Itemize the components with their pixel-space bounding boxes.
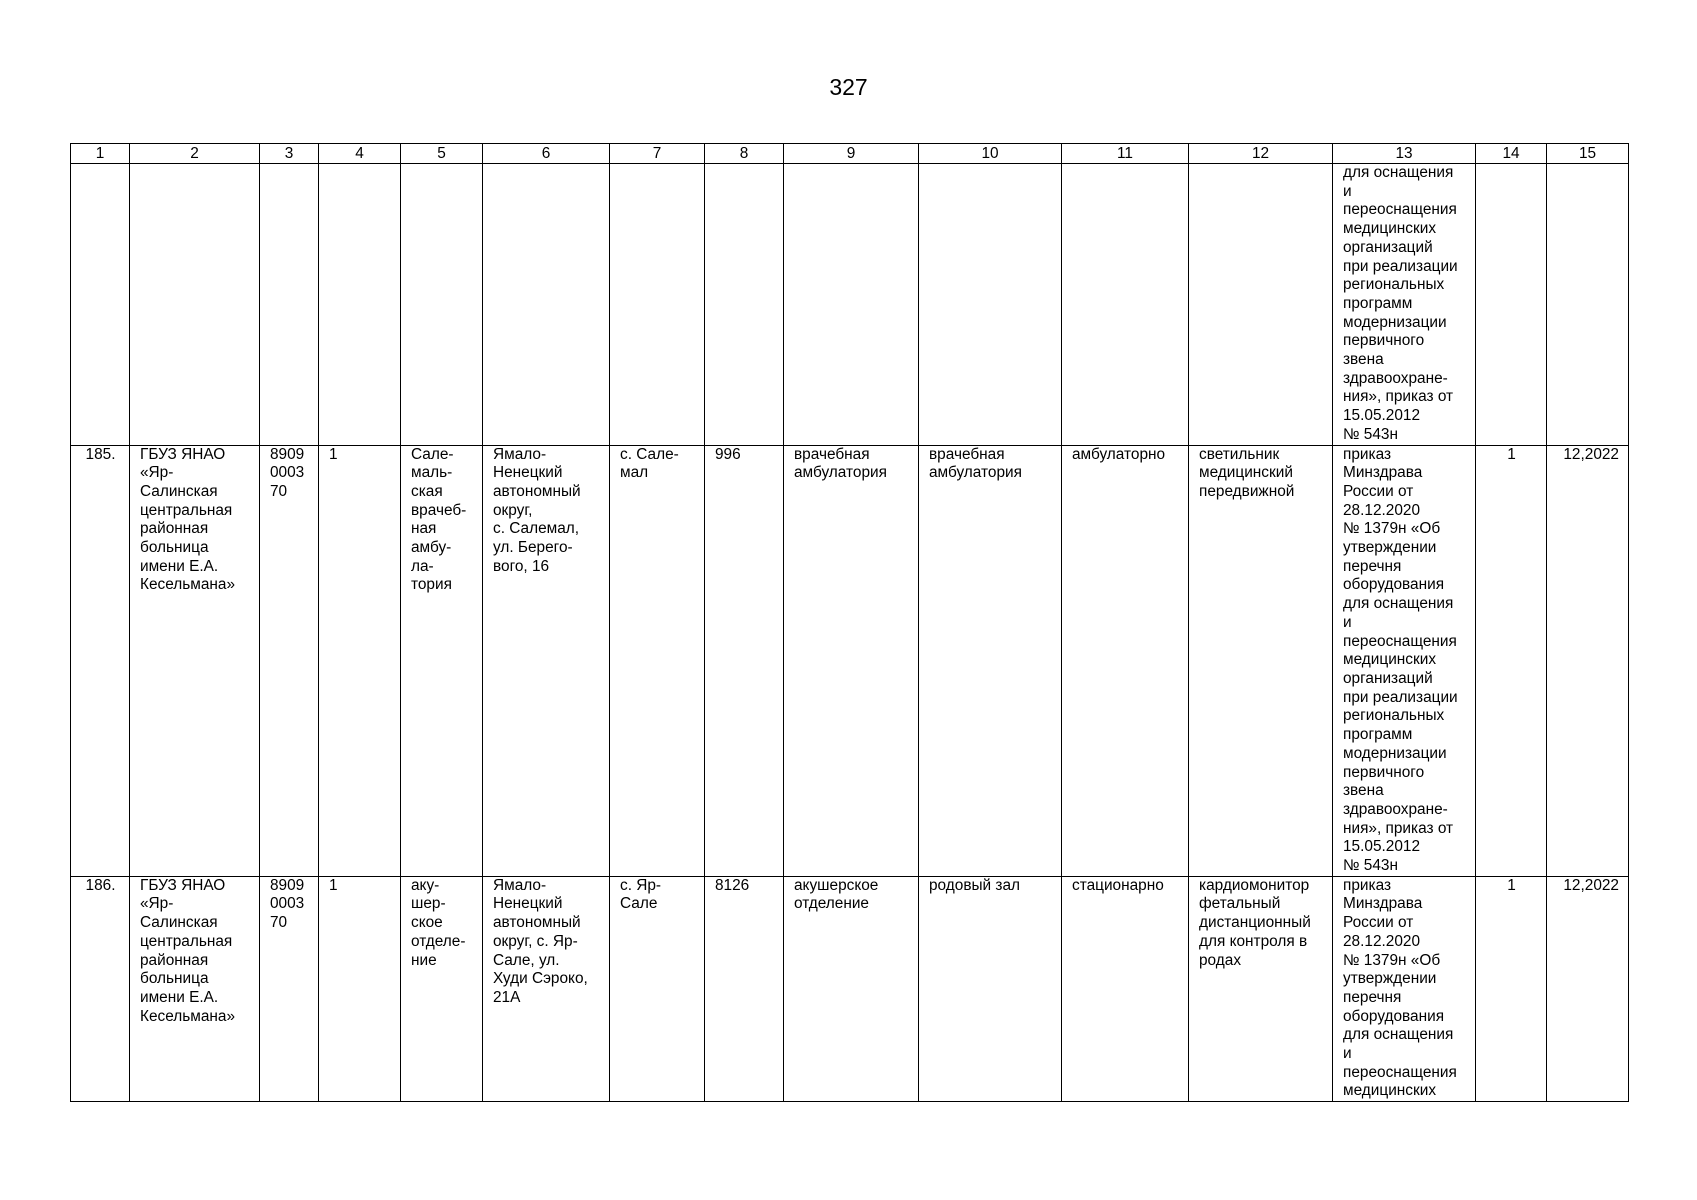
cell-line: имени Е.А.: [140, 988, 219, 1006]
cell-line: Сале: [620, 895, 658, 913]
cell-line: центральная: [140, 932, 233, 950]
column-number-5: 5: [401, 144, 483, 164]
cell-line: 8909: [270, 876, 305, 894]
cell-empty: [1189, 164, 1333, 446]
table-row: [71, 445, 1629, 876]
cell-line: 15.05.2012: [1343, 838, 1421, 856]
cell-line: ГБУЗ ЯНАО: [140, 445, 226, 463]
cell-line: программ: [1343, 294, 1413, 312]
cell-line: Ямало-: [493, 445, 547, 463]
cell-line: приказ: [1343, 445, 1392, 463]
cell-line: перечня: [1343, 988, 1402, 1006]
cell-line: 28.12.2020: [1343, 501, 1421, 519]
cell-line: № 1379н «Об: [1343, 951, 1441, 969]
cell-line: оборудования: [1343, 576, 1445, 594]
cell-line: региональных: [1343, 707, 1445, 725]
cell-line: первичного: [1343, 332, 1425, 350]
cell-line: здравоохране-: [1343, 800, 1448, 818]
cell-line: Ямало-: [493, 876, 547, 894]
cell-organization: [130, 445, 260, 876]
cell-line: ние: [411, 951, 437, 969]
cell-line: районная: [140, 951, 209, 969]
cell-line: переоснащения: [1343, 632, 1457, 650]
cell-line: амбулатория: [929, 464, 1022, 482]
column-number-9: 9: [784, 144, 919, 164]
cell-line: медицинских: [1343, 1082, 1437, 1100]
cell-address: [483, 876, 610, 1101]
cell-line: для контроля в: [1199, 932, 1308, 950]
column-number-12: 12: [1189, 144, 1333, 164]
cell-line: дистанционный: [1199, 914, 1311, 932]
cell-line: «Яр-: [140, 464, 174, 482]
cell-line: 1: [329, 876, 338, 894]
cell-legal-basis-continued: [1333, 164, 1476, 446]
cell-inn: [260, 445, 319, 876]
cell-empty: [71, 164, 130, 446]
cell-line: утверждении: [1343, 970, 1437, 988]
header-row: [71, 144, 1629, 164]
column-number-13: 13: [1333, 144, 1476, 164]
cell-care-form: [1062, 876, 1189, 1101]
cell-empty: [130, 164, 260, 446]
cell-line: акушерское: [794, 876, 879, 894]
cell-line: 15.05.2012: [1343, 407, 1421, 425]
cell-line: Кесельмана»: [140, 576, 236, 594]
cell-line: 1: [329, 445, 338, 463]
cell-line: 8909: [270, 445, 305, 463]
cell-line: 996: [715, 445, 741, 463]
cell-empty: [1547, 164, 1629, 446]
cell-line: ния», приказ от: [1343, 819, 1454, 837]
cell-line: аку-: [411, 876, 440, 894]
column-number-2: 2: [130, 144, 260, 164]
cell-line: светильник: [1199, 445, 1280, 463]
cell-settlement: [610, 876, 705, 1101]
cell-row-number: [71, 876, 130, 1101]
column-number-15: 15: [1547, 144, 1629, 164]
cell-col-4: [319, 876, 401, 1101]
cell-line: родовый зал: [929, 876, 1021, 894]
cell-line: ул. Берего-: [493, 539, 573, 557]
cell-unit-type: [784, 445, 919, 876]
cell-line: 21А: [493, 988, 521, 1006]
cell-line: кардиомонитор: [1199, 876, 1310, 894]
page-number: 327: [829, 74, 868, 100]
cell-line: 0003: [270, 895, 305, 913]
cell-line: для оснащения: [1343, 1026, 1454, 1044]
cell-line: 12,2022: [1563, 876, 1619, 894]
cell-empty: [483, 164, 610, 446]
cell-line: Сале-: [411, 445, 454, 463]
cell-line: перечня: [1343, 557, 1402, 575]
cell-row-number: [71, 445, 130, 876]
cell-line: стационарно: [1072, 876, 1164, 894]
cell-line: здравоохране-: [1343, 369, 1448, 387]
cell-line: ния», приказ от: [1343, 388, 1454, 406]
cell-line: с. Салемал,: [493, 520, 580, 538]
cell-line: № 1379н «Об: [1343, 520, 1441, 538]
cell-line: 0003: [270, 464, 305, 482]
cell-line: ская: [411, 482, 443, 500]
cell-population: [705, 445, 784, 876]
cell-line: переоснащения: [1343, 1063, 1457, 1081]
cell-empty: [705, 164, 784, 446]
cell-line: районная: [140, 520, 209, 538]
cell-line: отделение: [794, 895, 869, 913]
cell-line: Сале, ул.: [493, 951, 560, 969]
cell-line: автономный: [493, 482, 581, 500]
cell-empty: [260, 164, 319, 446]
cell-line: Салинская: [140, 482, 218, 500]
table-row: [71, 876, 1629, 1101]
cell-line: мал: [620, 464, 649, 482]
cell-line: организаций: [1343, 669, 1433, 687]
equipment-register-table: [70, 143, 1629, 1102]
cell-equipment: [1189, 445, 1333, 876]
cell-line: утверждении: [1343, 539, 1437, 557]
column-number-8: 8: [705, 144, 784, 164]
cell-line: переоснащения: [1343, 201, 1457, 219]
cell-line: программ: [1343, 726, 1413, 744]
column-number-14: 14: [1476, 144, 1547, 164]
cell-line: 28.12.2020: [1343, 932, 1421, 950]
cell-line: 1: [1507, 445, 1516, 463]
cell-line: фетальный: [1199, 895, 1281, 913]
cell-line: и: [1343, 613, 1352, 631]
column-number-10: 10: [919, 144, 1062, 164]
cell-line: 70: [270, 482, 288, 500]
cell-line: врачебная: [929, 445, 1005, 463]
cell-line: 8126: [715, 876, 750, 894]
cell-line: России от: [1343, 914, 1414, 932]
cell-line: России от: [1343, 482, 1414, 500]
cell-empty: [919, 164, 1062, 446]
cell-line: медицинский: [1199, 464, 1293, 482]
cell-settlement: [610, 445, 705, 876]
cell-line: «Яр-: [140, 895, 174, 913]
cell-legal-basis: [1333, 876, 1476, 1101]
cell-line: № 543н: [1343, 857, 1398, 875]
cell-line: 12,2022: [1563, 445, 1619, 463]
cell-line: приказ: [1343, 876, 1392, 894]
cell-line: тория: [411, 576, 452, 594]
cell-line: передвижной: [1199, 482, 1295, 500]
cell-line: ла-: [411, 557, 434, 575]
cell-line: округ,: [493, 501, 533, 519]
cell-line: ная: [411, 520, 437, 538]
cell-population: [705, 876, 784, 1101]
column-number-4: 4: [319, 144, 401, 164]
cell-line: амбулатория: [794, 464, 887, 482]
cell-line: модернизации: [1343, 744, 1447, 762]
cell-line: Ненецкий: [493, 895, 563, 913]
cell-empty: [401, 164, 483, 446]
column-number-1: 1: [71, 144, 130, 164]
cell-line: Ненецкий: [493, 464, 563, 482]
cell-organization: [130, 876, 260, 1101]
cell-legal-basis: [1333, 445, 1476, 876]
cell-line: первичного: [1343, 763, 1425, 781]
cell-line: медицинских: [1343, 651, 1437, 669]
cell-line: автономный: [493, 914, 581, 932]
cell-line: Минздрава: [1343, 895, 1423, 913]
cell-line: ГБУЗ ЯНАО: [140, 876, 226, 894]
cell-line: Кесельмана»: [140, 1007, 236, 1025]
cell-unit-name: [401, 445, 483, 876]
cell-line: медицинских: [1343, 220, 1437, 238]
cell-address: [483, 445, 610, 876]
cell-date: [1547, 445, 1629, 876]
cell-line: 185.: [85, 445, 116, 463]
cell-care-form: [1062, 445, 1189, 876]
cell-line: врачеб-: [411, 501, 467, 519]
cell-unit-type: [784, 876, 919, 1101]
cell-line: отделе-: [411, 932, 466, 950]
continuation-row: [71, 164, 1629, 446]
cell-inn: [260, 876, 319, 1101]
cell-line: маль-: [411, 464, 453, 482]
column-number-6: 6: [483, 144, 610, 164]
cell-col-4: [319, 445, 401, 876]
cell-line: модернизации: [1343, 313, 1447, 331]
cell-subdivision: [919, 876, 1062, 1101]
cell-line: ское: [411, 914, 443, 932]
cell-line: имени Е.А.: [140, 557, 219, 575]
cell-empty: [784, 164, 919, 446]
cell-line: с. Яр-: [620, 876, 662, 894]
cell-empty: [610, 164, 705, 446]
cell-line: № 543н: [1343, 425, 1398, 443]
cell-line: центральная: [140, 501, 233, 519]
cell-line: амбулаторно: [1072, 445, 1166, 463]
cell-empty: [1062, 164, 1189, 446]
cell-quantity: [1476, 876, 1547, 1101]
cell-line: амбу-: [411, 539, 452, 557]
cell-date: [1547, 876, 1629, 1101]
cell-empty: [1476, 164, 1547, 446]
cell-quantity: [1476, 445, 1547, 876]
cell-line: родах: [1199, 951, 1242, 969]
cell-line: для оснащения: [1343, 595, 1454, 613]
column-number-11: 11: [1062, 144, 1189, 164]
cell-line: и: [1343, 1045, 1352, 1063]
cell-line: при реализации: [1343, 257, 1458, 275]
cell-line: региональных: [1343, 276, 1445, 294]
cell-line: организаций: [1343, 238, 1433, 256]
cell-line: больница: [140, 970, 209, 988]
cell-equipment: [1189, 876, 1333, 1101]
cell-line: больница: [140, 539, 209, 557]
cell-line: 1: [1507, 876, 1516, 894]
cell-line: 70: [270, 914, 288, 932]
column-number-3: 3: [260, 144, 319, 164]
cell-line: при реализации: [1343, 688, 1458, 706]
cell-line: 186.: [85, 876, 116, 894]
cell-line: Салинская: [140, 914, 218, 932]
cell-line: для оснащения: [1343, 164, 1454, 181]
cell-line: и: [1343, 182, 1352, 200]
cell-line: оборудования: [1343, 1007, 1445, 1025]
cell-line: врачебная: [794, 445, 870, 463]
cell-subdivision: [919, 445, 1062, 876]
cell-line: звена: [1343, 351, 1384, 369]
cell-line: округ, с. Яр-: [493, 932, 578, 950]
cell-line: шер-: [411, 895, 446, 913]
cell-line: вого, 16: [493, 557, 550, 575]
cell-empty: [319, 164, 401, 446]
column-number-7: 7: [610, 144, 705, 164]
cell-line: с. Сале-: [620, 445, 679, 463]
cell-line: Худи Сэроко,: [493, 970, 588, 988]
cell-unit-name: [401, 876, 483, 1101]
cell-line: звена: [1343, 782, 1384, 800]
cell-line: Минздрава: [1343, 464, 1423, 482]
